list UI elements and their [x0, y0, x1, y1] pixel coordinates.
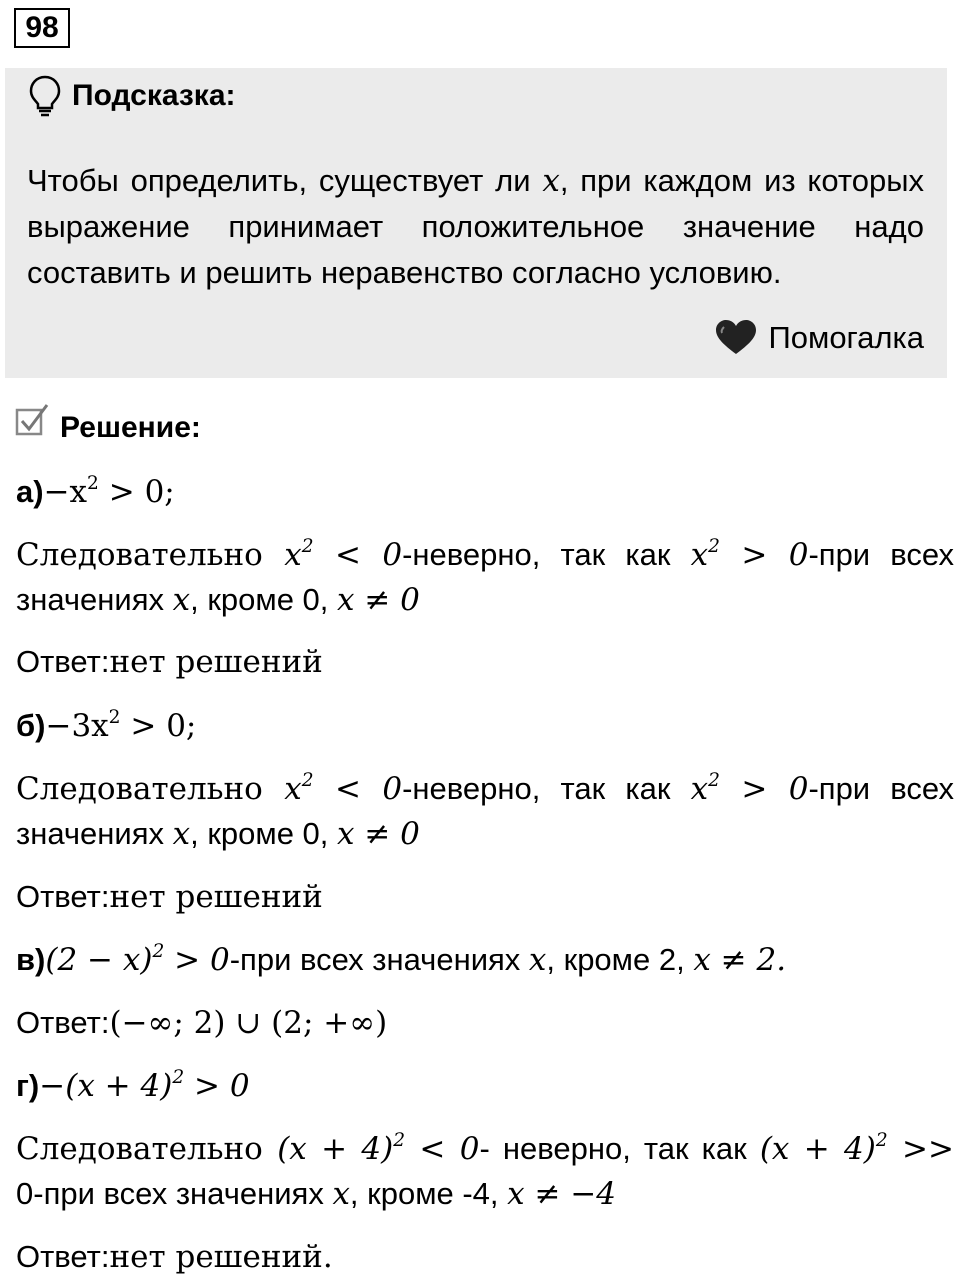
part-v-statement: $в)(2 - x)^2 > 0-при$ всех значениях x, кроме 2, x ≠ 2.: [16, 940, 787, 978]
part-b-line1: Следовательно $x^2$ < 0-неверно, так как $x^2 > 0-при$ всех: [16, 769, 954, 807]
part-b-line2: значениях x, кроме 0, x ≠ 0: [16, 816, 420, 852]
hint-text: Чтобы определить, существует ли x, при каждом из которых выражение принимает положительное значение надо составить и решить неравенство согласно условию.: [27, 163, 924, 290]
part-g-answer: Ответ:нет решений.: [16, 1239, 333, 1275]
part-a-line1: Следовательно $x^2$ < 0-неверно, так как $x^2 > 0-при$ всех: [16, 535, 954, 573]
part-g-line1: Следовательно $(x + 4)^2 < 0-$ неверно, так как $(x + 4)^2$ >>: [16, 1129, 954, 1167]
part-g-statement: $г)-(x + 4)^2 > 0$: [16, 1066, 250, 1104]
brand-label: [714, 318, 924, 358]
part-b-answer: Ответ:нет решений: [16, 879, 323, 915]
part-a-statement: $а)-x^2 > 0$;: [16, 472, 175, 510]
part-a-line2: значениях x, кроме 0, x ≠ 0: [16, 582, 420, 618]
hint-title: Подсказка:: [72, 79, 236, 112]
lightbulb-icon: [28, 74, 62, 118]
checkbox-icon: [14, 402, 50, 438]
part-v-answer: Ответ:(−∞; 2) ∪ (2; +∞): [16, 1005, 388, 1041]
heart-icon: [714, 318, 758, 356]
part-a-answer: Ответ:нет решений: [16, 644, 323, 680]
problem-number: 98: [14, 8, 70, 48]
part-g-line2: 0-при всех значениях x, кроме -4, x ≠ −4: [16, 1176, 617, 1212]
part-b-statement: $б)-3x^2 > 0$;: [16, 706, 197, 744]
brand-name: Помогалка: [768, 320, 924, 355]
solution-title: Решение:: [60, 411, 201, 444]
